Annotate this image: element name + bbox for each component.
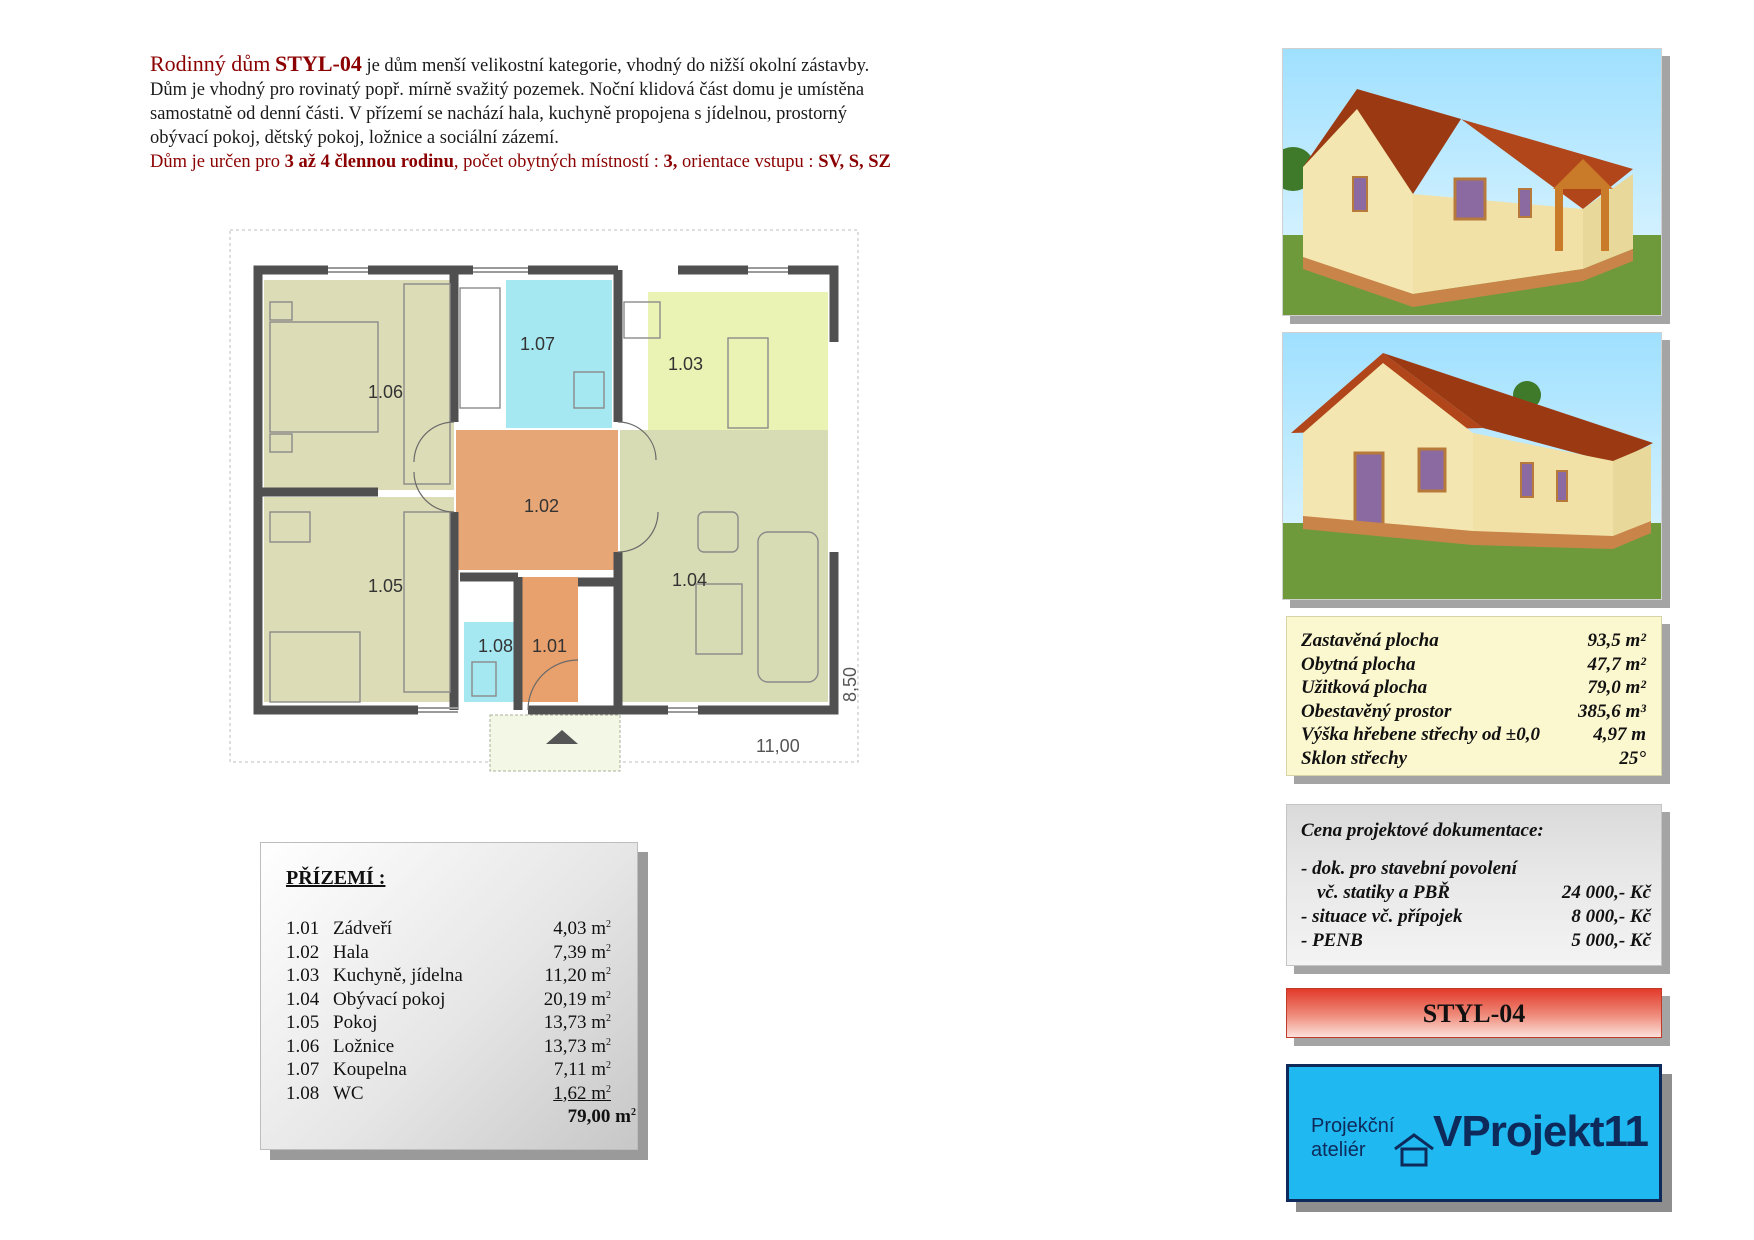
room-area: [516, 988, 611, 1012]
house-parameters: [1286, 616, 1662, 776]
room-area-value: 13,73: [543, 1012, 587, 1033]
room-label-1-04: 1.04: [672, 570, 708, 590]
dimension-depth: 8,50: [840, 666, 860, 702]
room-area-value: 4,03: [553, 918, 587, 939]
parameter-row: [1301, 723, 1646, 747]
room-name: Koupelna: [333, 1059, 407, 1080]
price-line-statics: [1301, 881, 1651, 905]
parameter-row: [1301, 629, 1646, 653]
room-code: 1.03: [286, 965, 320, 986]
room-label-1-06: 1.06: [368, 382, 404, 402]
intro-orientation: SV, S, SZ: [818, 152, 891, 172]
room-area-unit: m: [591, 988, 606, 1010]
house-rendering-front: [1282, 48, 1662, 316]
price-title: Cena projektové dokumentace:: [1301, 820, 1544, 841]
bathtub: [460, 288, 500, 408]
room-row: [286, 1011, 611, 1035]
room-code: 1.01: [286, 918, 320, 939]
room-row: [286, 1058, 611, 1082]
price-statics-value: 24 000,- Kč: [1561, 882, 1651, 903]
room-row: [286, 988, 611, 1012]
parameter-row: [1301, 653, 1646, 677]
room-schedule-total: [311, 1106, 636, 1128]
room-schedule-title: PŘÍZEMÍ :: [286, 867, 386, 889]
intro-line-2: Dům je vhodný pro rovinatý popř. mírně svažitý pozemek. Noční klidová část domu je umístěna: [150, 80, 865, 100]
room-area-unit: m: [591, 1012, 606, 1033]
room-total-unit-exp: 2: [631, 1107, 636, 1118]
room-row: [286, 964, 611, 988]
dimension-width: 11,00: [756, 736, 800, 756]
intro-family-size: 3 až 4 člennou rodinu: [284, 152, 454, 172]
intro-line-5-c: , počet obytných místností :: [453, 152, 664, 172]
room-area-unit: m: [591, 1082, 606, 1104]
price-penb-label: - PENB: [1301, 930, 1363, 951]
room-code: 1.04: [286, 988, 320, 1010]
intro-model-name: STYL-04: [275, 51, 362, 76]
room-name: Obývací pokoj: [333, 988, 446, 1010]
price-box: [1286, 804, 1662, 966]
intro-room-count: 3,: [663, 152, 678, 172]
intro-line-1-rest: je dům menší velikostní kategorie, vhodný do nižší okolní zástavby.: [361, 56, 870, 76]
room-area-unit: m: [591, 1059, 606, 1080]
parameter-label: Zastavěná plocha: [1301, 630, 1439, 651]
model-banner: STYL-04: [1286, 988, 1662, 1038]
room-label-1-05: 1.05: [368, 576, 404, 596]
room-fill-1-07: [506, 280, 612, 428]
room-area: [516, 917, 611, 941]
room-label-1-02: 1.02: [524, 496, 560, 516]
room-row: [286, 1082, 611, 1106]
intro-line-4: obývací pokoj, dětský pokoj, ložnice a sociální zázemí.: [150, 128, 559, 148]
room-code: 1.08: [286, 1082, 320, 1104]
room-total-unit: m: [615, 1106, 631, 1127]
intro-text: [150, 52, 1030, 174]
room-area: [516, 964, 611, 988]
parameter-row: [1301, 700, 1646, 724]
room-area-value: 7,11: [553, 1059, 587, 1080]
room-total-value: 79,00: [567, 1106, 611, 1127]
room-name: Kuchyně, jídelna: [333, 965, 463, 986]
room-area-unit: m: [591, 1035, 606, 1057]
intro-line-5: [150, 150, 1030, 174]
logo-text-big: VProjekt11: [1433, 1107, 1649, 1156]
room-schedule-table: [286, 917, 636, 1129]
parameter-value: 4,97 m: [1593, 724, 1646, 745]
parameter-value: 79,0 m²: [1587, 677, 1646, 698]
room-area-unit-exp: 2: [606, 942, 611, 954]
price-line-site: [1301, 905, 1651, 929]
room-area-unit-exp: 2: [606, 1083, 611, 1095]
room-code: 1.07: [286, 1059, 320, 1080]
room-name: WC: [333, 1082, 364, 1104]
room-row: [286, 917, 611, 941]
room-area-unit-exp: 2: [606, 1036, 611, 1048]
price-site-value: 8 000,- Kč: [1571, 906, 1651, 927]
room-code: 1.05: [286, 1012, 320, 1033]
room-row: [286, 1035, 611, 1059]
room-name: Zádveří: [333, 918, 393, 939]
parameter-value: 47,7 m²: [1587, 653, 1646, 675]
room-area-value: 7,39: [553, 941, 587, 963]
room-area-value: 11,20: [544, 965, 587, 986]
parameter-row: [1301, 676, 1646, 700]
parameter-label: Sklon střechy: [1301, 747, 1408, 769]
price-site-label: - situace vč. přípojek: [1301, 906, 1463, 927]
room-area-unit: m: [591, 941, 606, 963]
parameter-value: 385,6 m³: [1578, 700, 1646, 722]
parameter-label: Užitková plocha: [1301, 677, 1428, 698]
house-rendering-back: [1282, 332, 1662, 600]
intro-line-3: samostatně od denní části. V přízemí se nachází hala, kuchyně propojena s jídelnou, prostorný: [150, 104, 847, 124]
price-penb-value: 5 000,- Kč: [1571, 930, 1651, 951]
room-area: [516, 1011, 611, 1035]
room-area: [516, 1035, 611, 1059]
price-statics-label: vč. statiky a PBŘ: [1317, 882, 1450, 903]
floor-plan: [228, 222, 868, 792]
house-icon: [1393, 1133, 1435, 1167]
logo-text-small-1: Projekční: [1311, 1115, 1395, 1137]
room-fill-1-04: [620, 430, 828, 702]
room-name: Pokoj: [333, 1012, 378, 1033]
room-area-value: 1,62: [553, 1082, 587, 1104]
room-area-value: 20,19: [543, 988, 587, 1010]
intro-lead: Rodinný dům: [150, 51, 271, 76]
room-area-unit-exp: 2: [606, 989, 611, 1001]
parameter-label: Výška hřebene střechy od ±0,0: [1301, 724, 1540, 745]
price-line-penb: [1301, 929, 1651, 953]
room-schedule: [260, 842, 638, 1150]
parameter-label: Obytná plocha: [1301, 653, 1416, 675]
room-area-unit-exp: 2: [606, 1060, 611, 1071]
room-area: [516, 1082, 611, 1106]
parameter-label: Obestavěný prostor: [1301, 700, 1452, 722]
room-list: [286, 917, 611, 1105]
room-area-unit-exp: 2: [606, 966, 611, 977]
intro-line-1: [150, 52, 1030, 78]
room-label-1-01: 1.01: [532, 636, 568, 656]
parameter-value: 93,5 m²: [1587, 630, 1646, 651]
room-area-unit-exp: 2: [606, 1013, 611, 1024]
intro-line-5-e: orientace vstupu :: [677, 152, 819, 172]
room-area-unit-exp: 2: [606, 919, 611, 930]
room-area: [516, 1058, 611, 1082]
price-line-permit: - dok. pro stavební povolení: [1301, 858, 1517, 879]
room-name: Ložnice: [333, 1035, 395, 1057]
room-area-unit: m: [591, 965, 606, 986]
room-area-unit: m: [591, 918, 606, 939]
logo-text-small-2: ateliér: [1311, 1139, 1366, 1161]
room-label-1-08: 1.08: [478, 636, 514, 656]
room-label-1-07: 1.07: [520, 334, 556, 354]
room-row: [286, 941, 611, 965]
parameter-value: 25°: [1619, 747, 1646, 769]
room-code: 1.06: [286, 1035, 320, 1057]
intro-line-5-a: Dům je určen pro: [150, 152, 285, 172]
room-area-value: 13,73: [543, 1035, 587, 1057]
room-fill-1-05: [264, 497, 454, 702]
room-label-1-03: 1.03: [668, 354, 704, 374]
parameter-row: [1301, 747, 1646, 771]
company-logo: [1286, 1064, 1662, 1202]
room-name: Hala: [333, 941, 369, 963]
room-code: 1.02: [286, 941, 320, 963]
room-area: [516, 941, 611, 965]
